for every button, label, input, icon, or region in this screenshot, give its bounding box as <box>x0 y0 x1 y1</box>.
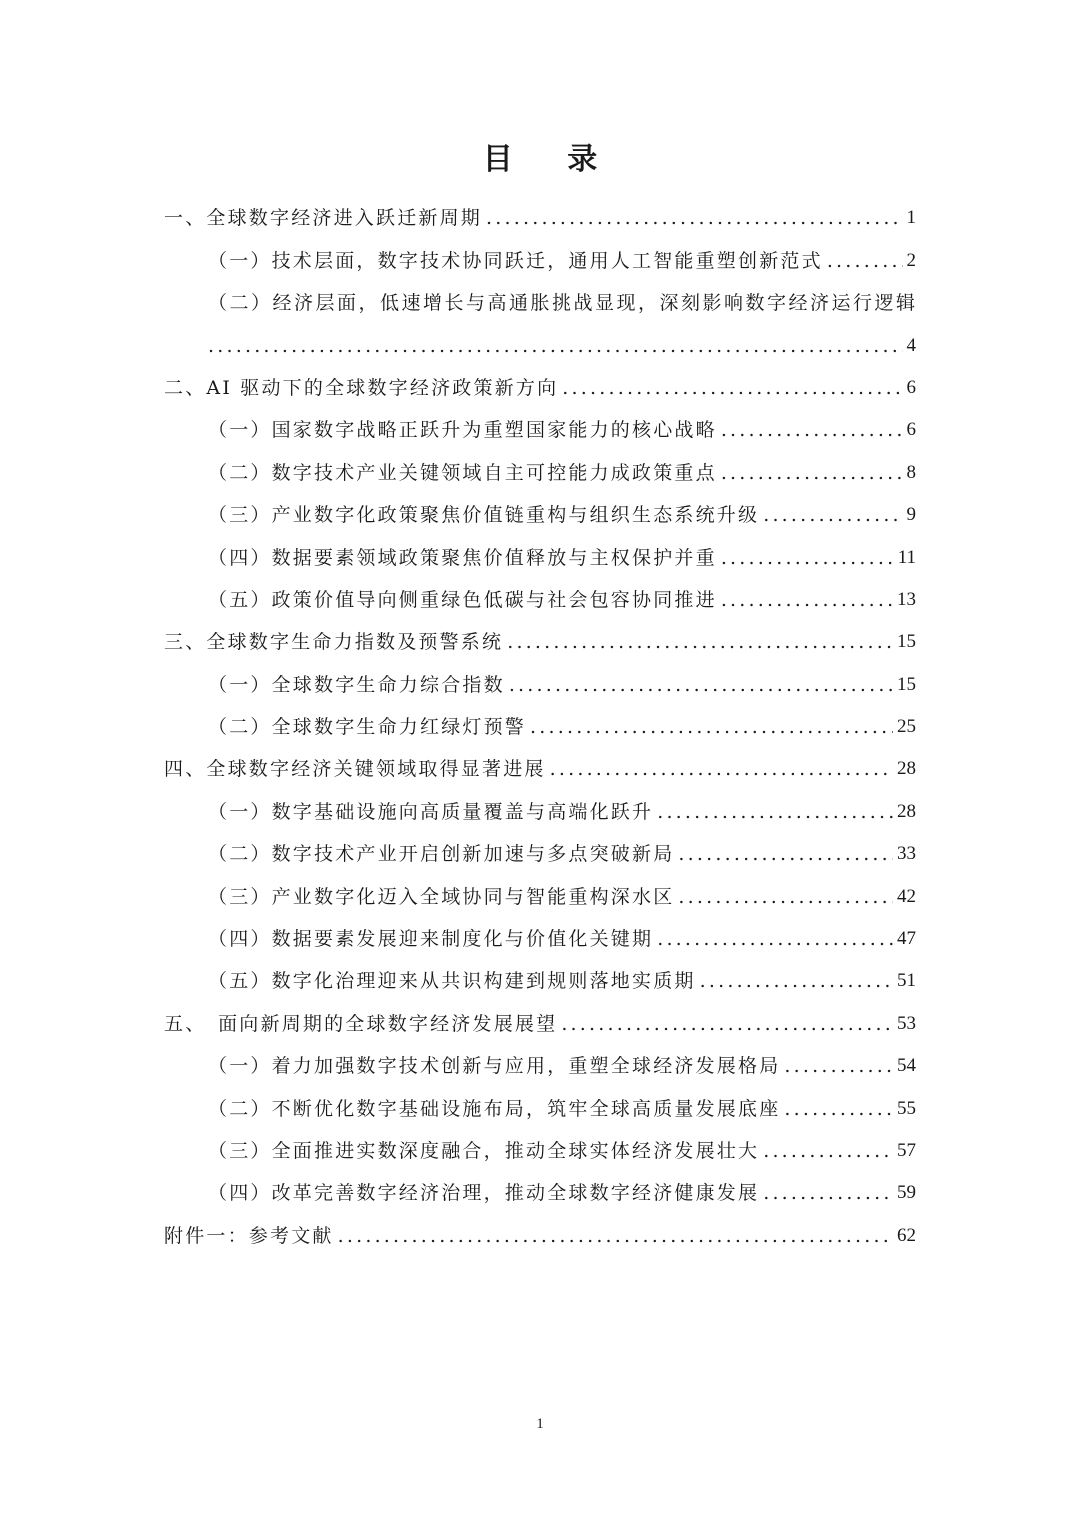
toc-leader-dots <box>208 333 903 359</box>
toc-entry-page: 51 <box>897 970 916 992</box>
toc-leader-dots <box>550 756 893 782</box>
page-number: 1 <box>536 1416 544 1432</box>
toc-entry-label: 四、全球数字经济关键领域取得显著进展 <box>164 758 546 781</box>
toc-entry-page: 11 <box>897 546 916 568</box>
toc-entry-page: 62 <box>897 1224 916 1246</box>
toc-entry-page: 2 <box>906 249 916 271</box>
toc-leader-dots <box>338 1223 893 1249</box>
toc-entry-page: 25 <box>897 716 916 738</box>
toc-chapter-entry <box>164 1206 916 1248</box>
toc-entry-page: 33 <box>897 843 916 865</box>
toc-leader-dots <box>657 799 893 825</box>
toc-leader-dots <box>509 672 893 698</box>
toc-section-entry <box>164 316 916 358</box>
toc-leader-dots <box>530 714 893 740</box>
toc-section-entry <box>164 443 916 485</box>
toc-section-entry <box>164 274 916 316</box>
toc-entry-page: 53 <box>897 1012 916 1034</box>
toc-leader-dots <box>721 545 894 571</box>
toc-chapter-entry <box>164 189 916 231</box>
toc-entry-label: （四）数据要素发展迎来制度化与价值化关键期 <box>208 928 654 951</box>
toc-entry-label: 五、 面向新周期的全球数字经济发展展望 <box>164 1012 558 1035</box>
toc-entry-label: （一）数字基础设施向高质量覆盖与高端化跃升 <box>208 800 654 823</box>
toc-entry-label: （二）经济层面，低速增长与高通胀挑战显现，深刻影响数字经济运行逻辑 <box>208 292 918 315</box>
toc-chapter-entry <box>164 613 916 655</box>
toc-entry-page: 6 <box>906 419 916 441</box>
toc-entry-label: （三）产业数字化政策聚焦价值链重构与组织生态系统升级 <box>208 504 760 527</box>
toc-section-entry <box>164 1079 916 1121</box>
toc-chapter-entry <box>164 994 916 1036</box>
toc-entry-page: 59 <box>897 1182 916 1204</box>
toc-entry-label: 三、全球数字生命力指数及预警系统 <box>164 631 504 654</box>
toc-entry-page: 4 <box>906 334 916 356</box>
toc-leader-dots <box>763 1180 893 1206</box>
toc-leader-dots <box>721 417 903 443</box>
toc-section-entry <box>164 528 916 570</box>
toc-leader-dots <box>486 205 902 231</box>
toc-section-entry <box>164 825 916 867</box>
toc-entry-label: （二）数字技术产业开启创新加速与多点突破新局 <box>208 843 675 866</box>
toc-leader-dots <box>784 1053 893 1079</box>
toc-entry-page: 55 <box>897 1097 916 1119</box>
toc-leader-dots <box>827 248 903 274</box>
toc-entry-label: （四）改革完善数字经济治理，推动全球数字经济健康发展 <box>208 1182 760 1205</box>
toc-entry-label: （一）技术层面，数字技术协同跃迁，通用人工智能重塑创新范式 <box>208 249 823 272</box>
toc-entry-label: （五）数字化治理迎来从共识构建到规则落地实质期 <box>208 970 696 993</box>
toc-entry-page: 54 <box>897 1055 916 1077</box>
toc-entry-label: （二）全球数字生命力红绿灯预警 <box>208 716 527 739</box>
toc-leader-dots <box>507 629 893 655</box>
toc-section-entry <box>164 910 916 952</box>
toc-leader-dots <box>561 1011 893 1037</box>
toc-entry-page: 6 <box>906 376 916 398</box>
toc-leader-dots <box>657 926 893 952</box>
toc-entry-page: 28 <box>897 800 916 822</box>
toc-section-entry <box>164 1164 916 1206</box>
toc-leader-dots <box>721 460 903 486</box>
toc-leader-dots <box>763 502 902 528</box>
toc-entry-page: 57 <box>897 1139 916 1161</box>
toc-entry-label: （二）数字技术产业关键领域自主可控能力成政策重点 <box>208 461 717 484</box>
toc-section-entry <box>164 401 916 443</box>
toc-chapter-entry <box>164 359 916 401</box>
toc-section-entry <box>164 655 916 697</box>
toc-entry-label: 附件一：参考文献 <box>164 1224 334 1247</box>
toc-entry-label: （三）全面推进实数深度融合，推动全球实体经济发展壮大 <box>208 1139 760 1162</box>
toc-leader-dots <box>784 1096 893 1122</box>
toc-leader-dots <box>763 1138 893 1164</box>
toc-entry-label: （二）不断优化数字基础设施布局，筑牢全球高质量发展底座 <box>208 1097 781 1120</box>
toc-section-entry <box>164 952 916 994</box>
toc-entry-label: （一）全球数字生命力综合指数 <box>208 673 505 696</box>
toc-entry-label: 二、AI 驱动下的全球数字经济政策新方向 <box>164 376 559 399</box>
toc-entry-page: 13 <box>897 588 916 610</box>
toc-entry-page: 15 <box>897 673 916 695</box>
toc-entry-label: （三）产业数字化迈入全域协同与智能重构深水区 <box>208 885 675 908</box>
toc-entry-page: 9 <box>906 504 916 526</box>
toc-entry-page: 8 <box>906 461 916 483</box>
toc-leader-dots <box>721 587 893 613</box>
table-of-contents <box>164 189 916 1249</box>
toc-section-entry <box>164 698 916 740</box>
toc-title: 目 录 <box>482 142 620 177</box>
toc-leader-dots <box>678 841 893 867</box>
toc-entry-page: 28 <box>897 758 916 780</box>
toc-section-entry <box>164 867 916 909</box>
toc-entry-page: 42 <box>897 885 916 907</box>
toc-leader-dots <box>678 884 893 910</box>
toc-leader-dots <box>562 375 902 401</box>
toc-entry-label: （一）着力加强数字技术创新与应用，重塑全球经济发展格局 <box>208 1055 781 1078</box>
toc-entry-page: 47 <box>897 928 916 950</box>
toc-section-entry <box>164 571 916 613</box>
toc-entry-label: （四）数据要素领域政策聚焦价值释放与主权保护并重 <box>208 546 717 569</box>
toc-entry-label: （一）国家数字战略正跃升为重塑国家能力的核心战略 <box>208 419 717 442</box>
toc-section-entry <box>164 231 916 273</box>
toc-entry-page: 1 <box>906 207 916 229</box>
toc-section-entry <box>164 1122 916 1164</box>
toc-entry-label: 一、全球数字经济进入跃迁新周期 <box>164 207 483 230</box>
toc-section-entry <box>164 486 916 528</box>
toc-section-entry <box>164 782 916 824</box>
toc-section-entry <box>164 1037 916 1079</box>
toc-chapter-entry <box>164 740 916 782</box>
toc-entry-page: 15 <box>897 631 916 653</box>
toc-entry-label: （五）政策价值导向侧重绿色低碳与社会包容协同推进 <box>208 588 717 611</box>
toc-leader-dots <box>700 968 893 994</box>
